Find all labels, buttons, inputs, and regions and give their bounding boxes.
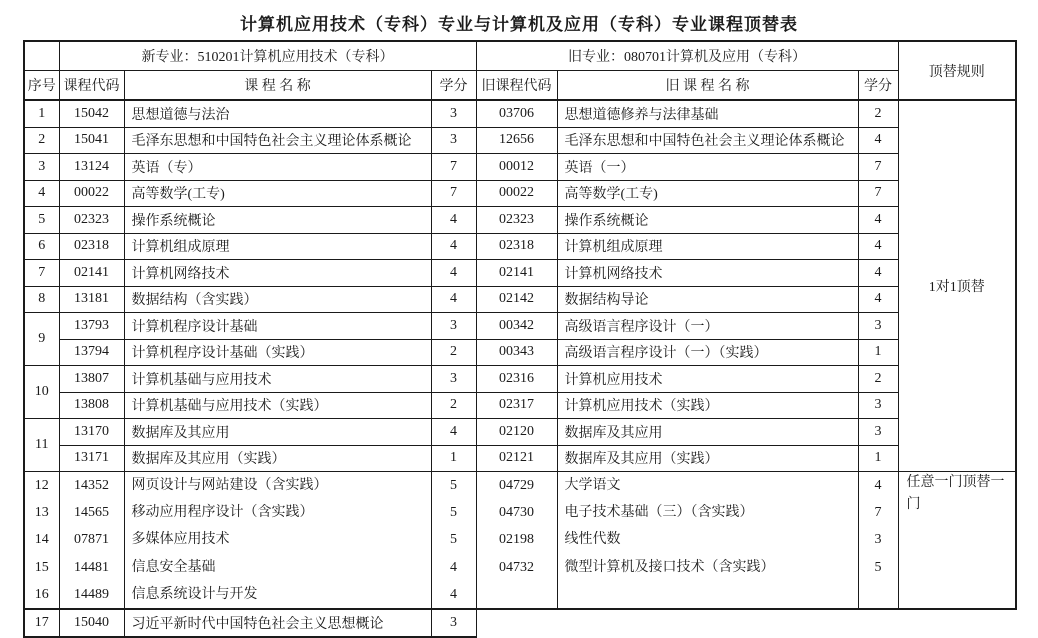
rule-one-to-one-cell: 1对1顶替 xyxy=(898,100,1016,472)
old-name-cell: 计算机应用技术（实践） xyxy=(557,392,858,419)
old-credit-cell: 2 xyxy=(858,100,898,127)
old-credit-cell: 4 xyxy=(858,260,898,287)
old-name-cell: 计算机组成原理 xyxy=(557,233,858,260)
old-credit-line: 5 xyxy=(874,559,882,575)
corner-cell xyxy=(24,41,59,71)
table-row xyxy=(24,366,1016,393)
new-credit-header: 学分 xyxy=(431,71,476,101)
old-code-cell: 02316 xyxy=(476,366,557,393)
table-row xyxy=(24,100,1016,127)
seq-cell: 4 xyxy=(24,180,59,207)
seq-line: 14 xyxy=(34,532,49,548)
old-credit-cell: 4 xyxy=(858,286,898,313)
old-credit-cell: 3 xyxy=(858,419,898,446)
new-credit-cell: 4 xyxy=(431,207,476,234)
new-name-header: 课 程 名 称 xyxy=(124,71,431,101)
old-major-header-cell: 旧专业：080701计算机及应用（专科） xyxy=(476,41,898,71)
old-name-cell: 思想道德修养与法律基础 xyxy=(557,100,858,127)
old-name-header: 旧 课 程 名 称 xyxy=(557,71,858,101)
old-code-line: 04730 xyxy=(499,505,535,521)
name-line: 移动应用程序设计（含实践） xyxy=(131,505,314,521)
new-code-cell: 02318 xyxy=(59,233,124,260)
new-credit-cell: 3 xyxy=(431,127,476,154)
new-name-cell: 计算机基础与应用技术 xyxy=(124,366,431,393)
credit-line: 5 xyxy=(450,505,457,521)
old-credit-cell: 1 xyxy=(858,339,898,366)
old-name-cell: 数据库及其应用（实践） xyxy=(557,445,858,472)
old-credit-header: 学分 xyxy=(858,71,898,101)
new-code-cell: 13181 xyxy=(59,286,124,313)
new-credit-cell: 4 xyxy=(431,419,476,446)
code-line: 07871 xyxy=(74,532,109,548)
seq-line: 15 xyxy=(34,559,49,575)
old-name-cell: 高级语言程序设计（一）（实践） xyxy=(557,339,858,366)
old-credit-cell xyxy=(858,472,898,610)
new-name-cell: 英语（专） xyxy=(124,154,431,181)
seq-cell: 2 xyxy=(24,127,59,154)
new-code-cell: 13793 xyxy=(59,313,124,340)
new-name-cell: 思想道德与法治 xyxy=(124,100,431,127)
code-line: 14489 xyxy=(74,586,109,602)
seq-cell: 7 xyxy=(24,260,59,287)
new-credit-cell: 3 xyxy=(431,366,476,393)
old-name-cell: 高等数学(工专) xyxy=(557,180,858,207)
new-code-cell: 02323 xyxy=(59,207,124,234)
table-row xyxy=(24,180,1016,207)
old-credit-cell: 7 xyxy=(858,180,898,207)
new-code-cell: 13808 xyxy=(59,392,124,419)
seq-line: 13 xyxy=(34,505,49,521)
old-code-header: 旧课程代码 xyxy=(476,71,557,101)
old-credit-cell: 4 xyxy=(858,207,898,234)
table-row xyxy=(24,233,1016,260)
old-name-cell: 英语（一） xyxy=(557,154,858,181)
new-credit-cell: 3 xyxy=(431,100,476,127)
new-credit-cell: 2 xyxy=(431,339,476,366)
old-credit-cell: 1 xyxy=(858,445,898,472)
credit-line: 4 xyxy=(450,559,457,575)
rule-any-one-cell: 任意一门顶替一门 xyxy=(898,472,1016,610)
old-name-cell: 计算机应用技术 xyxy=(557,366,858,393)
old-code-cell: 02142 xyxy=(476,286,557,313)
seq-cell: 5 xyxy=(24,207,59,234)
table-row xyxy=(24,260,1016,287)
seq-cell: 17 xyxy=(24,609,59,637)
seq-line: 12 xyxy=(34,478,49,493)
old-name-cell: 高级语言程序设计（一） xyxy=(557,313,858,340)
seq-header: 序号 xyxy=(24,71,59,101)
table-row xyxy=(24,286,1016,313)
old-code-line: 04729 xyxy=(499,478,535,493)
table-row xyxy=(24,419,1016,446)
page-title: 计算机应用技术（专科）专业与计算机及应用（专科）专业课程顶替表 xyxy=(240,15,798,34)
old-code-cell: 02121 xyxy=(476,445,557,472)
old-credit-cell: 3 xyxy=(858,392,898,419)
seq-cell: 1 xyxy=(24,100,59,127)
new-credit-cell: 2 xyxy=(431,392,476,419)
new-code-cell: 15041 xyxy=(59,127,124,154)
new-name-cell: 高等数学(工专) xyxy=(124,180,431,207)
new-code-cell: 13794 xyxy=(59,339,124,366)
name-line: 信息安全基础 xyxy=(131,559,216,575)
old-code-cell: 03706 xyxy=(476,100,557,127)
new-credit-cell: 3 xyxy=(431,609,476,637)
new-code-cell: 13170 xyxy=(59,419,124,446)
old-credit-cell: 3 xyxy=(858,313,898,340)
table-row xyxy=(24,339,1016,366)
old-name-cell xyxy=(557,472,858,610)
new-name-cell: 计算机程序设计基础（实践） xyxy=(124,339,431,366)
new-major-header-cell: 新专业：510201计算机应用技术（专科） xyxy=(59,41,476,71)
new-name-cell: 数据结构（含实践） xyxy=(124,286,431,313)
old-name-line: 大学语文 xyxy=(564,478,621,493)
table-row xyxy=(24,313,1016,340)
old-code-line: 02198 xyxy=(499,532,535,548)
seq-line: 16 xyxy=(34,586,49,602)
new-code-cell: 00022 xyxy=(59,180,124,207)
new-code-cell: 13124 xyxy=(59,154,124,181)
credit-line: 4 xyxy=(450,586,457,602)
name-line: 网页设计与网站建设（含实践） xyxy=(131,478,328,493)
new-credit-cell: 4 xyxy=(431,260,476,287)
seq-cell: 6 xyxy=(24,233,59,260)
old-name-cell: 数据结构导论 xyxy=(557,286,858,313)
seq-cell: 8 xyxy=(24,286,59,313)
old-code-cell xyxy=(476,472,557,610)
old-name-cell: 操作系统概论 xyxy=(557,207,858,234)
rule-header-cell: 顶替规则 xyxy=(898,41,1016,100)
old-code-cell: 00343 xyxy=(476,339,557,366)
new-credit-cell: 7 xyxy=(431,180,476,207)
credit-line: 5 xyxy=(450,532,457,548)
new-name-cell xyxy=(124,472,431,610)
major-header-row xyxy=(24,41,1016,71)
name-line: 信息系统设计与开发 xyxy=(131,586,258,602)
new-code-cell: 15042 xyxy=(59,100,124,127)
old-credit-cell: 2 xyxy=(858,366,898,393)
old-credit-line: 3 xyxy=(874,532,882,548)
old-code-cell: 02323 xyxy=(476,207,557,234)
empty-region xyxy=(476,609,1016,637)
new-credit-cell xyxy=(431,472,476,610)
old-name-line: 电子技术基础（三）（含实践） xyxy=(564,505,754,521)
seq-cell: 3 xyxy=(24,154,59,181)
new-name-cell: 数据库及其应用 xyxy=(124,419,431,446)
old-code-cell: 02318 xyxy=(476,233,557,260)
new-code-cell: 13171 xyxy=(59,445,124,472)
table-row xyxy=(24,127,1016,154)
old-code-cell: 00022 xyxy=(476,180,557,207)
new-name-cell: 毛泽东思想和中国特色社会主义理论体系概论 xyxy=(124,127,431,154)
new-credit-cell: 1 xyxy=(431,445,476,472)
old-credit-cell: 4 xyxy=(858,127,898,154)
table-row xyxy=(24,445,1016,472)
new-code-cell xyxy=(59,472,124,610)
last-row xyxy=(24,609,1016,637)
new-credit-cell: 7 xyxy=(431,154,476,181)
old-credit-cell: 4 xyxy=(858,233,898,260)
course-substitution-table xyxy=(23,40,1017,638)
code-line: 14352 xyxy=(74,478,109,493)
new-name-cell: 计算机网络技术 xyxy=(124,260,431,287)
bottom-section-row xyxy=(24,472,1016,610)
seq-cell xyxy=(24,472,59,610)
new-code-cell: 02141 xyxy=(59,260,124,287)
new-name-cell: 数据库及其应用（实践） xyxy=(124,445,431,472)
new-name-cell: 计算机程序设计基础 xyxy=(124,313,431,340)
old-credit-line: 4 xyxy=(874,478,882,493)
new-credit-cell: 3 xyxy=(431,313,476,340)
old-name-cell: 毛泽东思想和中国特色社会主义理论体系概论 xyxy=(557,127,858,154)
new-name-cell: 计算机组成原理 xyxy=(124,233,431,260)
old-name-line: 线性代数 xyxy=(564,532,621,548)
credit-line: 5 xyxy=(450,478,457,493)
new-code-header: 课程代码 xyxy=(59,71,124,101)
old-name-line xyxy=(565,581,858,608)
old-credit-cell: 7 xyxy=(858,154,898,181)
name-line: 多媒体应用技术 xyxy=(131,532,230,548)
old-code-cell: 02120 xyxy=(476,419,557,446)
new-credit-cell: 4 xyxy=(431,286,476,313)
new-code-cell: 15040 xyxy=(59,609,124,637)
old-code-cell: 12656 xyxy=(476,127,557,154)
old-credit-line xyxy=(859,581,898,608)
new-name-cell: 计算机基础与应用技术（实践） xyxy=(124,392,431,419)
seq-cell: 10 xyxy=(24,366,59,419)
old-name-cell: 计算机网络技术 xyxy=(557,260,858,287)
seq-cell: 11 xyxy=(24,419,59,472)
old-name-line: 微型计算机及接口技术（含实践） xyxy=(564,559,775,575)
old-credit-line: 7 xyxy=(874,505,882,521)
old-code-cell: 02141 xyxy=(476,260,557,287)
old-code-cell: 00012 xyxy=(476,154,557,181)
table-row xyxy=(24,154,1016,181)
new-code-cell: 13807 xyxy=(59,366,124,393)
old-code-cell: 02317 xyxy=(476,392,557,419)
table-row xyxy=(24,392,1016,419)
old-code-line: 04732 xyxy=(499,559,535,575)
new-name-cell: 习近平新时代中国特色社会主义思想概论 xyxy=(124,609,431,637)
seq-cell: 9 xyxy=(24,313,59,366)
code-line: 14481 xyxy=(74,559,109,575)
code-line: 14565 xyxy=(74,505,109,521)
old-name-cell: 数据库及其应用 xyxy=(557,419,858,446)
table-row xyxy=(24,207,1016,234)
old-code-cell: 00342 xyxy=(476,313,557,340)
new-credit-cell: 4 xyxy=(431,233,476,260)
new-name-cell: 操作系统概论 xyxy=(124,207,431,234)
column-header-row xyxy=(24,71,1016,101)
old-code-line xyxy=(477,581,557,608)
